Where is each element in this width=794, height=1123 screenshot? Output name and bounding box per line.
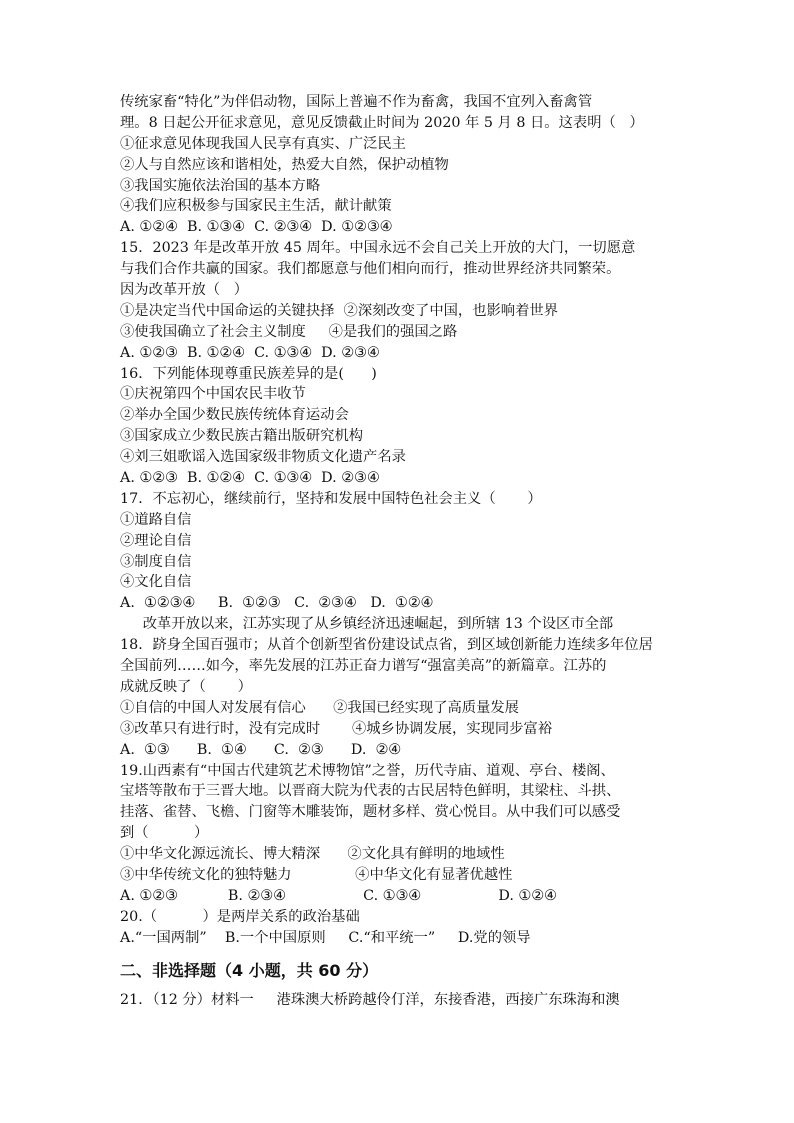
question-18: 改革开放以来，江苏实现了从乡镇经济迅速崛起，到所辖 13 个设区市全部: [120, 616, 614, 633]
option-line: ③改革只有进行时，没有完成时 ④城乡协调发展，实现同步富裕: [120, 720, 553, 737]
text-line: 成就反映了（ ）: [120, 678, 252, 695]
option-line: ④我们应积极参与国家民主生活，献计献策: [120, 198, 392, 215]
text-line: 18．跻身全国百强市；从首个创新型省份建设试点省，到区域创新能力连续多年位居: [120, 637, 653, 654]
document-page: [120, 92, 680, 1010]
option-line: ①自信的中国人对发展有信心 ②我国已经实现了高质量发展: [120, 699, 519, 716]
spacer: [120, 949, 680, 953]
answer-choices: A. ①②③ B. ①②④ C. ①③④ D. ②③④: [120, 470, 380, 487]
option-line: ③使我国确立了社会主义制度 ④是我们的强国之路: [120, 323, 458, 340]
option-line: ③中华传统文化的独特魅力 ④中华文化有显著优越性: [120, 866, 513, 883]
option-line: ②举办全国少数民族传统体育运动会: [120, 407, 349, 424]
question-20: 20.（ ）是两岸关系的政治基础: [120, 908, 360, 925]
text-line: 与我们合作共赢的国家。我们都愿意与他们相向而行，推动世界经济共同繁荣。: [120, 261, 621, 278]
answer-choices: A.“一国两制” B.一个中国原则 C.“和平统一” D.党的领导: [120, 929, 531, 946]
option-line: ①征求意见体现我国人民享有真实、广泛民主: [120, 135, 406, 152]
text-line: 宝塔等散布于三晋大地。以晋商大院为代表的古民居特色鲜明，其梁柱、斗拱、: [120, 783, 621, 800]
question-19: 19.山西素有“中国古代建筑艺术博物馆”之誉，历代寺庙、道观、亭台、楼阁、: [120, 762, 615, 779]
option-line: ②理论自信: [120, 532, 192, 549]
text-line: 传统家畜“特化”为伴侣动物，国际上普遍不作为畜禽，我国不宜列入畜禽管: [120, 94, 593, 110]
option-line: ①是决定当代中国命运的关键抉择 ②深刻改变了中国，也影响着世界: [120, 302, 558, 319]
option-line: ②人与自然应该和谐相处，热爱大自然，保护动植物: [120, 156, 449, 173]
option-line: ③国家成立少数民族古籍出版研究机构: [120, 428, 364, 445]
option-line: ③我国实施依法治国的基本方略: [120, 177, 321, 194]
question-16: 16．下列能体现尊重民族差异的是( ): [120, 365, 377, 382]
answer-choices: A. ①②③ B. ②③④ C. ①③④ D. ①②④: [120, 887, 557, 904]
question-21: 21．（12 分）材料一 港珠澳大桥跨越伶仃洋，东接香港，西接广东珠海和澳: [120, 991, 620, 1008]
option-line: ④文化自信: [120, 574, 192, 591]
question-15: 15．2023 年是改革开放 45 周年。中国永远不会自己关上开放的大门，一切愿意: [120, 240, 636, 257]
option-line: ①中华文化源远流长、博大精深 ②文化具有鲜明的地域性: [120, 846, 505, 863]
option-line: ④刘三姐歌谣入选国家级非物质文化遗产名录: [120, 449, 406, 466]
answer-choices: A. ①③ B. ①④ C. ②③ D. ②④: [120, 741, 402, 758]
text-line: 因为改革开放（ ）: [120, 282, 249, 299]
answer-choices: A. ①②③ B. ①②④ C. ①③④ D. ②③④: [120, 344, 380, 361]
section-heading: 二、非选择题（4 小题，共 60 分）: [120, 960, 379, 980]
text-line: 到（ ）: [120, 825, 209, 842]
answer-choices: A. ①②③④ B. ①②③ C. ②③④ D. ①②④: [120, 595, 434, 612]
question-17: 17．不忘初心，继续前行，坚持和发展中国特色社会主义（ ）: [120, 490, 542, 507]
option-line: ①庆祝第四个中国农民丰收节: [120, 386, 306, 403]
option-line: ①道路自信: [120, 511, 192, 528]
answer-choices: A. ①②④ B. ①③④ C. ②③④ D. ①②③④: [120, 219, 393, 236]
option-line: ③制度自信: [120, 553, 192, 570]
text-line: 理。8 日起公开征求意见，意见反馈截止时间为 2020 年 5 月 8 日。这表明（ ）: [120, 114, 644, 131]
text-line: 全国前列……如今，率先发展的江苏正奋力谱写“强富美高”的新篇章。江苏的: [120, 658, 607, 675]
text-line: 挂落、雀替、飞檐、门窗等木雕装饰，题材多样、赏心悦目。从中我们可以感受: [120, 804, 621, 821]
